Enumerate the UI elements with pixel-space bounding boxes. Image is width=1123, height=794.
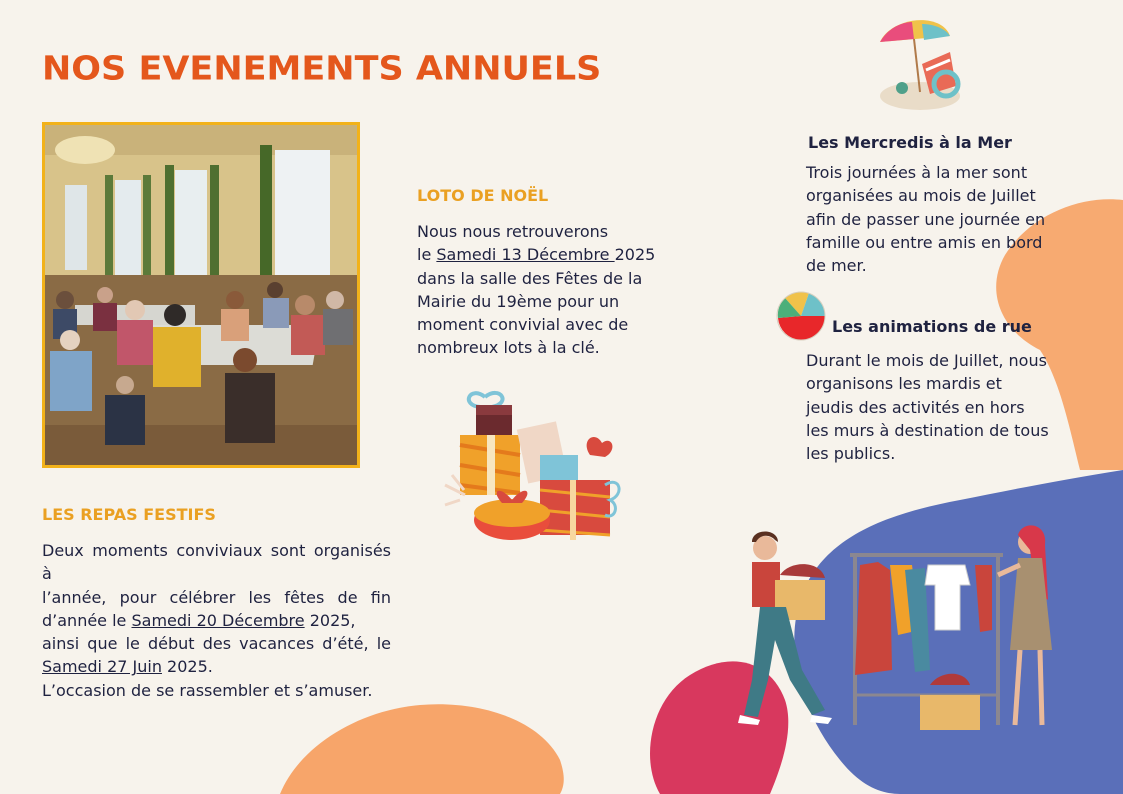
repas-date-december: Samedi 20 Décembre bbox=[131, 610, 305, 630]
loto-date: Samedi 13 Décembre bbox=[436, 245, 615, 265]
loto-heading: LOTO DE NOËL bbox=[417, 186, 549, 205]
mer-line: de mer. bbox=[806, 256, 867, 276]
orange-blob-bottom bbox=[280, 704, 564, 794]
rue-line: Durant le mois de Juillet, nous bbox=[806, 351, 1047, 370]
rue-line: les murs à destination de tous bbox=[806, 420, 1049, 440]
loto-line: Mairie du 19ème pour un bbox=[417, 291, 620, 311]
loto-line: nombreux lots à la clé. bbox=[417, 338, 600, 358]
loto-line: le Samedi 13 Décembre 2025 bbox=[417, 245, 656, 265]
mer-line: afin de passer une journée en bbox=[806, 209, 1046, 229]
beach-icon bbox=[872, 14, 972, 114]
repas-line: ainsi que le début des vacances d’été, le bbox=[42, 634, 391, 654]
event-hall-photo bbox=[42, 122, 360, 468]
repas-date-june: Samedi 27 Juin bbox=[42, 657, 162, 677]
mer-line: famille ou entre amis en bord bbox=[806, 232, 1043, 252]
repas-line: Samedi 27 Juin 2025. bbox=[42, 657, 213, 677]
repas-line: d’année le Samedi 20 Décembre 2025, bbox=[42, 610, 356, 630]
loto-line: Nous nous retrouverons bbox=[417, 222, 609, 241]
page-title: NOS EVENEMENTS ANNUELS bbox=[42, 50, 602, 88]
repas-line: Deux moments conviviaux sont organisés à bbox=[42, 541, 391, 584]
mer-heading: Les Mercredis à la Mer bbox=[808, 133, 1012, 152]
repas-heading: LES REPAS FESTIFS bbox=[42, 505, 216, 524]
mer-line: Trois journées à la mer sont bbox=[806, 163, 1028, 182]
rue-heading: Les animations de rue bbox=[832, 317, 1032, 336]
rue-line: jeudis des activités en hors bbox=[806, 397, 1025, 417]
repas-line: L’occasion de se rassembler et s’amuser. bbox=[42, 680, 373, 700]
rue-line: organisons les mardis et bbox=[806, 374, 1002, 394]
mer-text bbox=[806, 161, 1066, 277]
loto-line: dans la salle des Fêtes de la bbox=[417, 268, 643, 288]
rue-line: les publics. bbox=[806, 444, 896, 464]
mer-line: organisées au mois de Juillet bbox=[806, 186, 1036, 206]
loto-line: moment convivial avec de bbox=[417, 315, 629, 335]
loto-text bbox=[417, 220, 677, 360]
rue-text bbox=[806, 349, 1066, 465]
gifts-illustration bbox=[440, 385, 630, 560]
repas-text bbox=[42, 539, 391, 702]
repas-line: l’année, pour célébrer les fêtes de fin bbox=[42, 587, 391, 607]
clothing-rack-illustration bbox=[730, 520, 1060, 745]
beach-ball-icon bbox=[775, 290, 827, 342]
